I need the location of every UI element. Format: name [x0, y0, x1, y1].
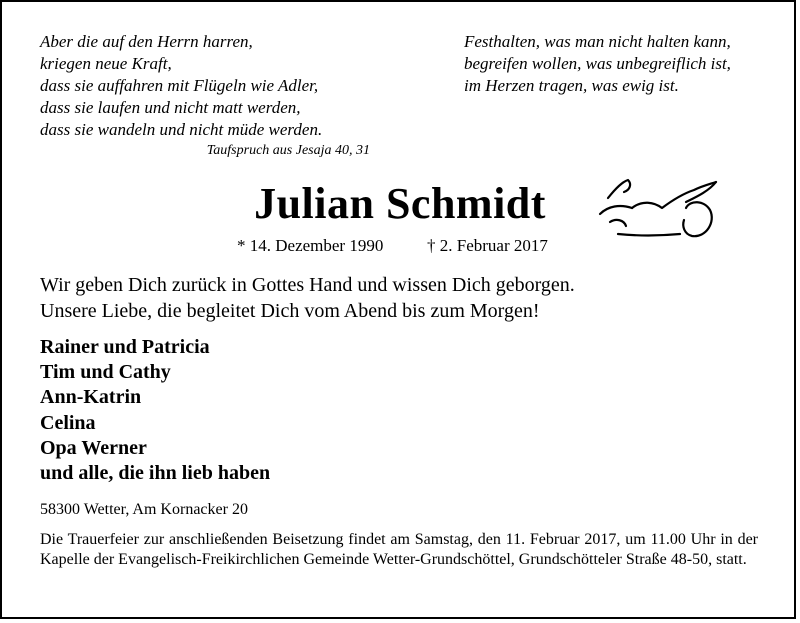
memorial-quote	[464, 31, 774, 97]
quote-line: Festhalten, was man nicht halten kann,	[464, 32, 731, 51]
mourner-entry: Ann-Katrin	[40, 386, 142, 409]
deceased-name: Julian Schmidt	[254, 179, 546, 228]
verse-line: dass sie laufen und nicht matt werden,	[40, 98, 301, 117]
mourner-entry: Celina	[40, 411, 96, 434]
verse-source: Taufspruch aus Jesaja 40, 31	[206, 143, 370, 158]
funeral-notice: Die Trauerfeier zur anschließenden Beisetzung findet am Samstag, den 11. Februar 2017, um 11.00 Uhr in der Kapelle der Evangelisch-Freikirchlichen Gemeinde Wetter-Grundschöttel, Grundschötteler Straße 48-50, statt.	[40, 531, 758, 568]
verse-line: dass sie wandeln und nicht müde werden.	[40, 120, 323, 139]
mourner-entry: Rainer und Patricia	[40, 336, 210, 358]
motorcycle-icon	[598, 178, 718, 244]
quote-line: begreifen wollen, was unbegreiflich ist,	[464, 54, 731, 73]
birth-date: * 14. Dezember 1990	[237, 236, 384, 255]
mourner-entry: Tim und Cathy	[40, 361, 171, 384]
mourners-list	[40, 335, 270, 486]
baptism-verse	[40, 31, 370, 160]
verse-line: dass sie auffahren mit Flügeln wie Adler,	[40, 76, 319, 95]
farewell-line: Unsere Liebe, die begleitet Dich vom Abend bis zum Morgen!	[40, 300, 540, 322]
verse-line: kriegen neue Kraft,	[40, 54, 172, 73]
farewell-text	[40, 272, 575, 324]
mourner-entry: und alle, die ihn lieb haben	[40, 462, 271, 485]
death-date: † 2. Februar 2017	[427, 236, 548, 255]
quote-line: im Herzen tragen, was ewig ist.	[464, 76, 679, 95]
mourner-entry: Opa Werner	[40, 436, 147, 459]
family-address: 58300 Wetter, Am Kornacker 20	[40, 501, 248, 518]
farewell-line: Wir geben Dich zurück in Gottes Hand und wissen Dich geborgen.	[40, 274, 575, 296]
verse-line: Aber die auf den Herrn harren,	[40, 32, 253, 51]
